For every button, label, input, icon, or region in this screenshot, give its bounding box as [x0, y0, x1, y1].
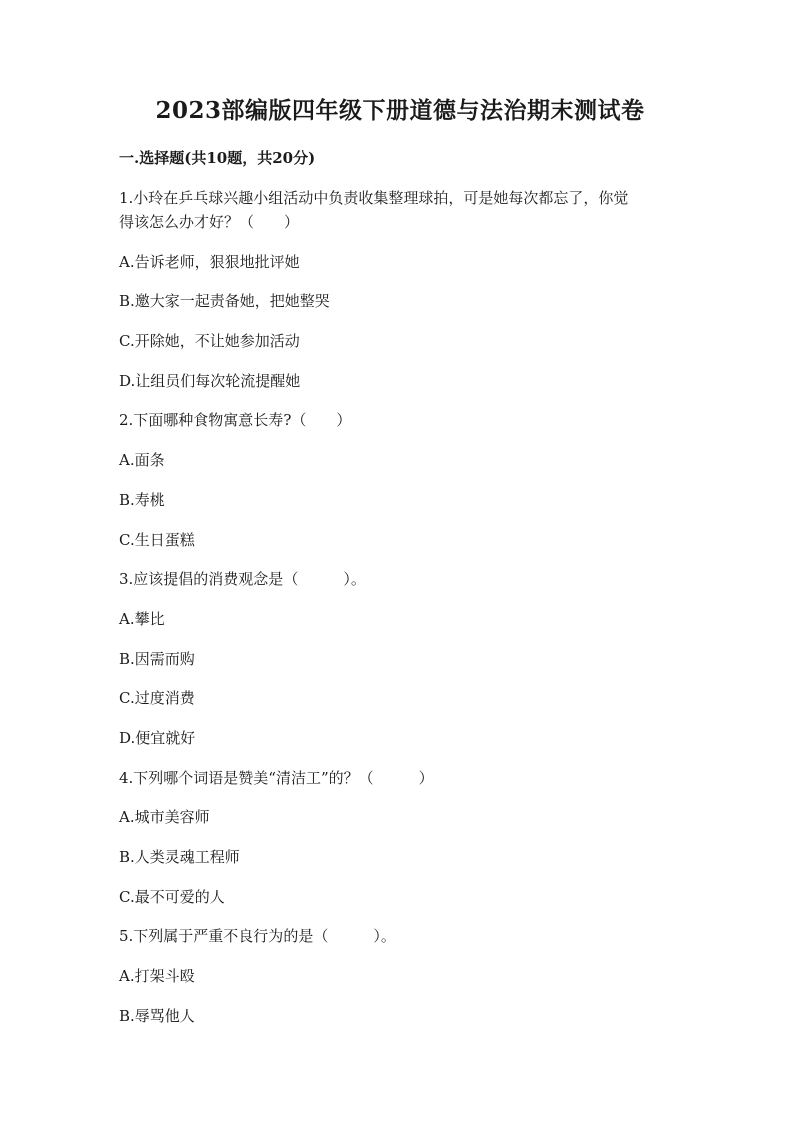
answer-option: D.让组员们每次轮流提醒她: [119, 371, 301, 390]
question-list: [119, 186, 679, 1043]
question-2: [119, 408, 679, 551]
question-stem-line: 4.下列哪个词语是赞美“清洁工”的？（ ）: [119, 768, 434, 787]
section-heading: 一.选择题(共10题，共20分): [119, 149, 316, 167]
question-stem-line: 3.应该提倡的消费观念是（ ）。: [119, 570, 366, 589]
answer-option: B.辱骂他人: [119, 1006, 195, 1025]
answer-option: C.开除她，不让她参加活动: [119, 332, 300, 351]
answer-option: C.最不可爱的人: [119, 887, 225, 906]
answer-option: B.人类灵魂工程师: [119, 848, 240, 866]
question-stem-line: 1.小玲在乒乓球兴趣小组活动中负责收集整理球拍，可是她每次都忘了，你觉: [119, 189, 629, 207]
answer-option: A.打架斗殴: [119, 967, 195, 986]
question-stem-line: 2.下面哪种食物寓意长寿?（ ）: [119, 411, 352, 430]
question-5: [119, 924, 679, 1027]
answer-option: B.因需而购: [119, 649, 195, 668]
answer-option: B.寿桃: [119, 490, 165, 509]
question-3: [119, 567, 679, 750]
answer-option: A.告诉老师，狠狠地批评她: [119, 252, 300, 271]
question-stem-line: 5.下列属于严重不良行为的是（ ）。: [119, 927, 396, 946]
page-title: 2023部编版四年级下册道德与法治期末测试卷: [155, 97, 645, 124]
question-1: [119, 186, 679, 393]
answer-option: D.便宜就好: [119, 728, 196, 747]
answer-option: C.过度消费: [119, 689, 195, 708]
question-4: [119, 766, 679, 909]
answer-option: B.邀大家一起责备她，把她整哭: [119, 292, 330, 311]
question-stem-line: 得该怎么办才好？（ ）: [119, 213, 300, 231]
answer-option: A.面条: [119, 451, 165, 470]
answer-option: A.攀比: [119, 609, 165, 628]
answer-option: C.生日蛋糕: [119, 530, 195, 549]
answer-option: A.城市美容师: [119, 808, 210, 827]
